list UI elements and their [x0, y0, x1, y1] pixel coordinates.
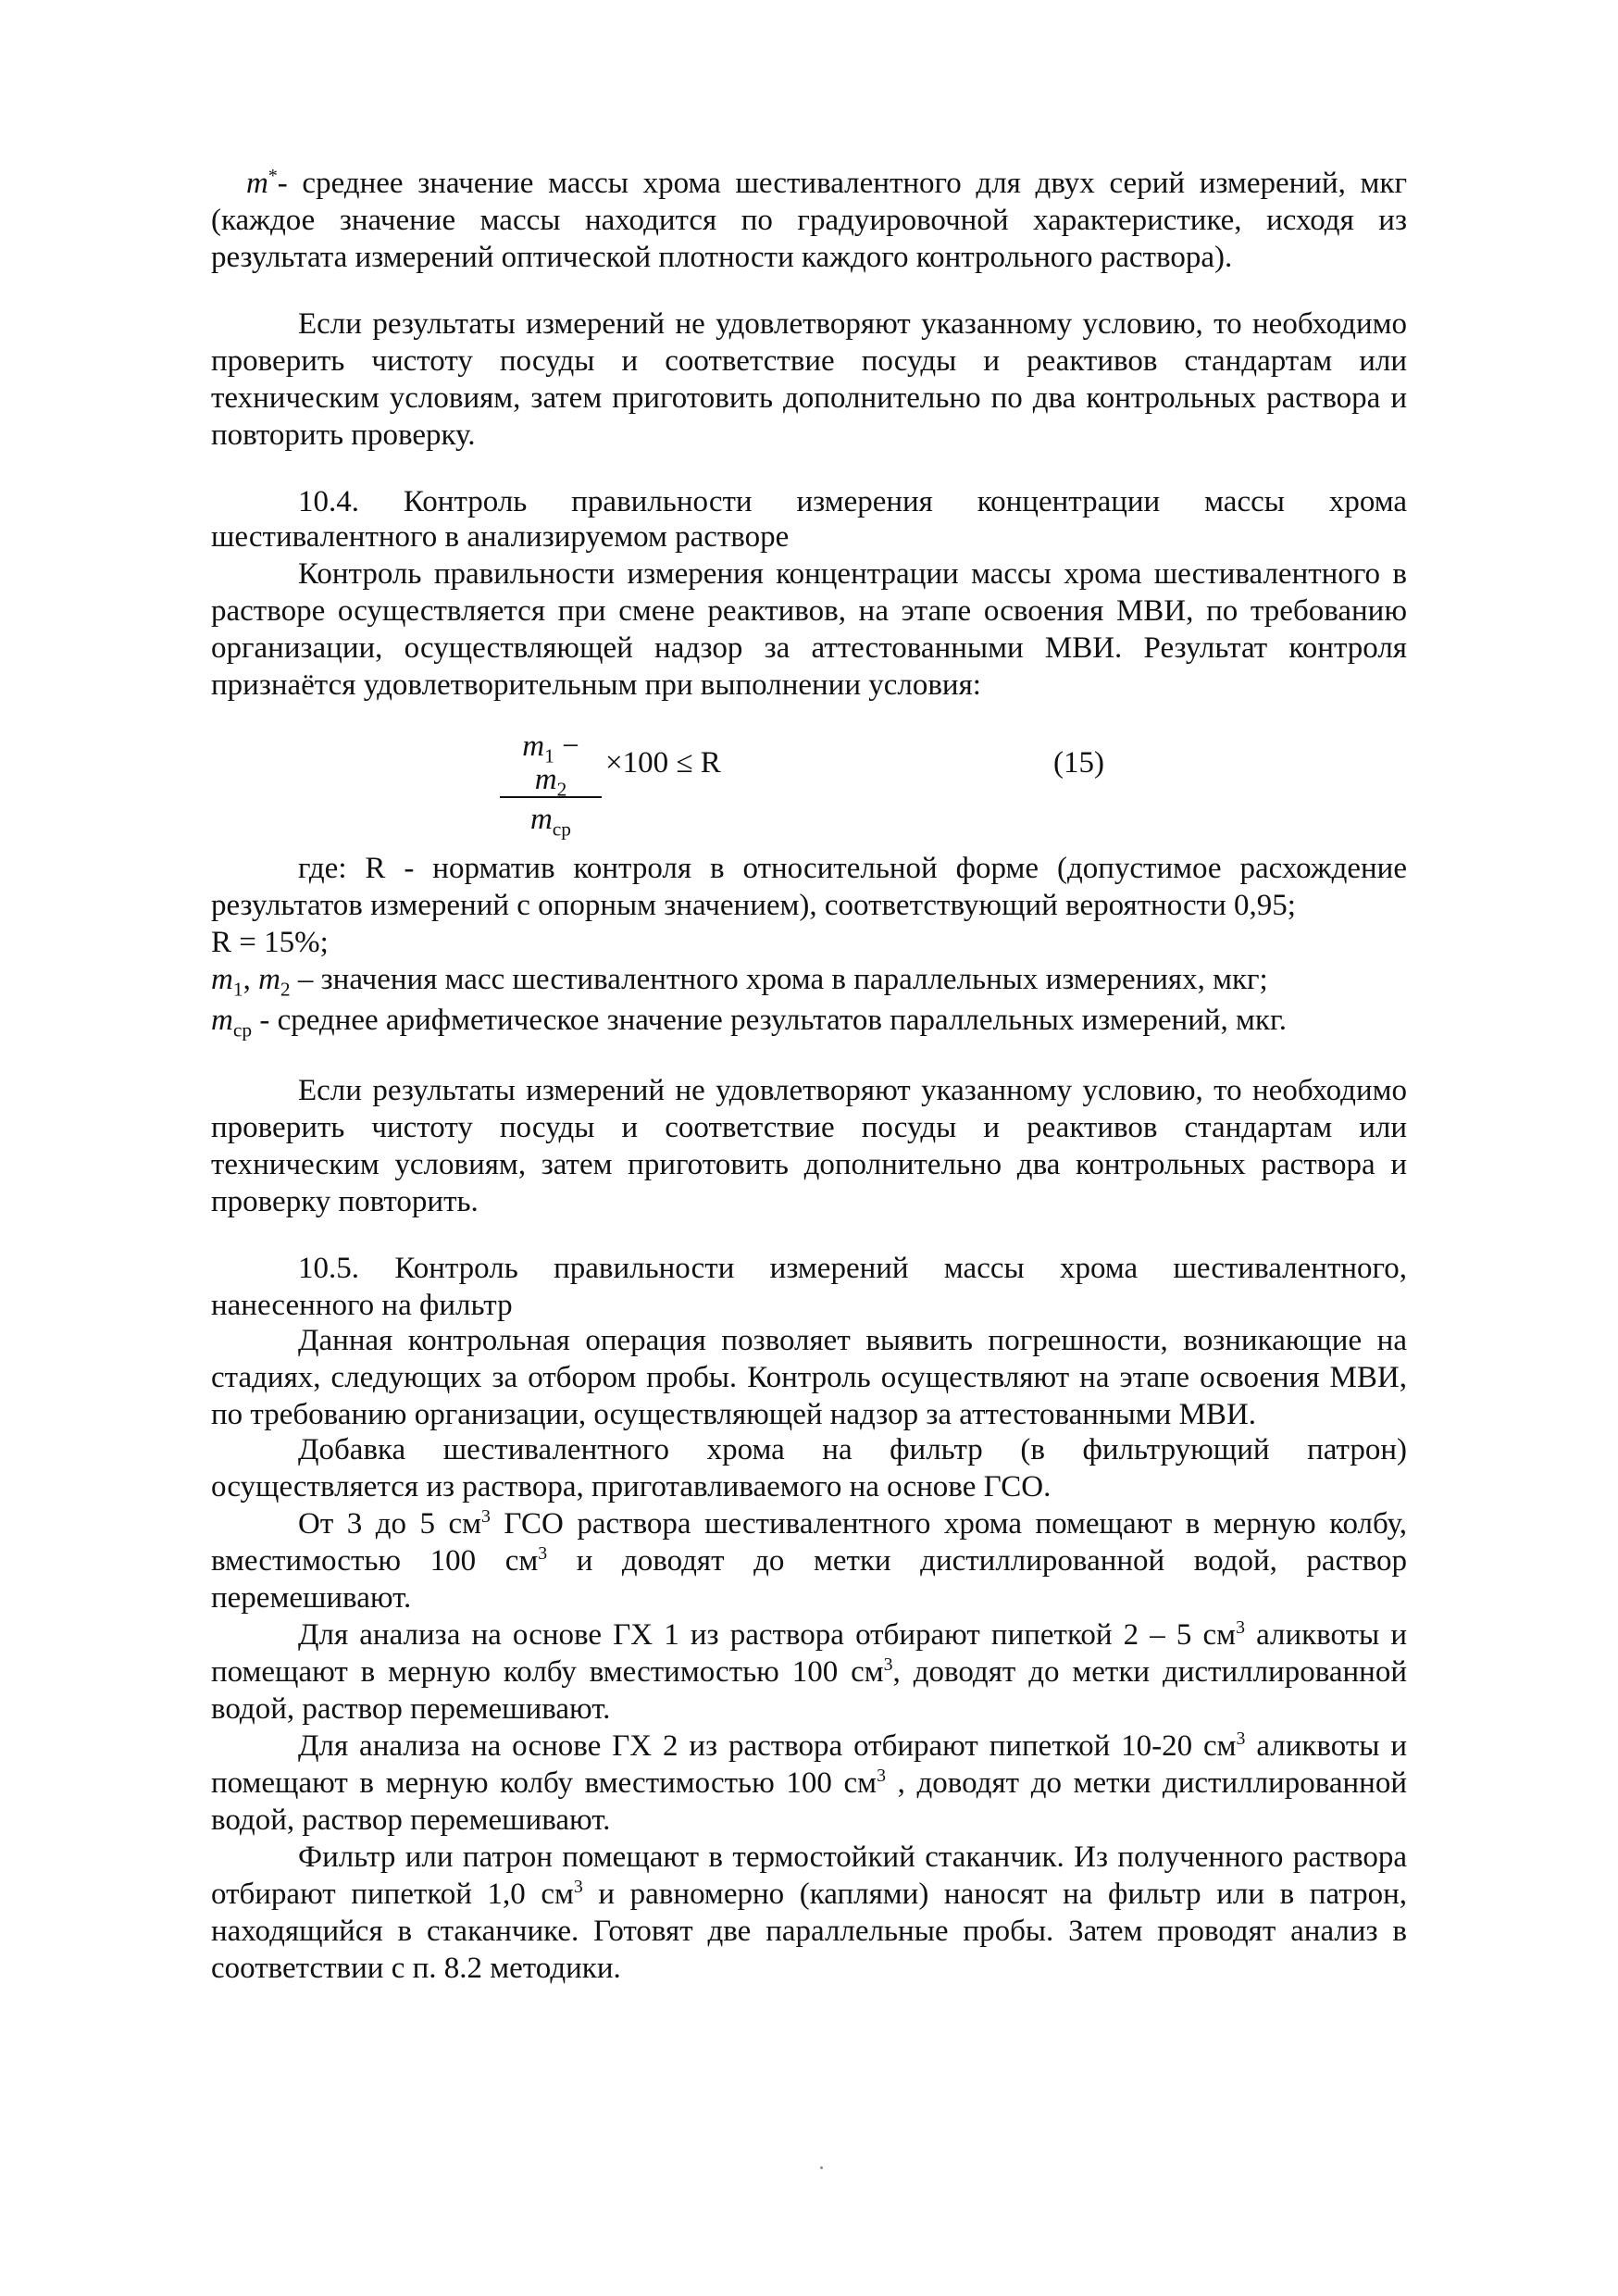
section-10-5-p2 — [211, 1431, 1407, 1468]
text-line: где: R - норматив контроля в относительной форме (допустимое расхождение — [298, 852, 1407, 885]
text-line: вместимостью 100 $см^3$ и доводят до метки дистиллированной водой, раствор — [211, 1543, 1408, 1578]
text-line: перемешивают. — [211, 1581, 412, 1615]
text-line: техническим условиям, затем приготовить дополнительно два контрольных раствора и — [211, 1148, 1407, 1181]
symbol-m: m — [246, 167, 268, 200]
formula-numerator: $m_1 - m_2$ — [500, 730, 602, 798]
equation-number: (15) — [1053, 746, 1104, 780]
heading-line: шестивалентного в анализируемом растворе — [211, 520, 790, 554]
text-line: Для анализа на основе ГХ 2 из раствора отбирают пипеткой 10-20 $см^3$ аликвоты и — [298, 1728, 1407, 1763]
text-line: водой, раствор перемешивают. — [211, 1692, 611, 1726]
section-10-5-heading — [211, 1250, 1407, 1287]
text-line: признаётся удовлетворительным при выполнении условия: — [211, 668, 981, 702]
symbol-mark: * — [268, 166, 278, 186]
text-line: Добавка шестивалентного хрома на фильтр (в фильтрующий патрон) — [298, 1433, 1407, 1466]
text-line: результата измерений оптической плотности каждого контрольного раствора). — [211, 241, 1233, 274]
paragraph-check-1 — [211, 306, 1407, 417]
where-clause — [211, 850, 1407, 887]
section-10-5-p2-end — [211, 1468, 1407, 1505]
formula-15 — [500, 730, 1148, 841]
text-line: m*- среднее значение массы хрома шестивалентного для двух серий измерений, мкг — [246, 166, 1407, 200]
heading-line: нанесенного на фильтр — [211, 1289, 513, 1322]
text-line: Если результаты измерений не удовлетворяют указанному условию, то необходимо — [298, 307, 1407, 341]
text-line: Контроль правильности измерения концентрации массы хрома шестивалентного в — [298, 557, 1407, 591]
section-10-5-heading-2 — [211, 1287, 1407, 1324]
text-line: растворе осуществляется при смене реактивов, на этапе освоения МВИ, по требованию — [211, 594, 1407, 628]
section-10-5-p6 — [211, 1839, 1407, 1950]
text-line: помещают в мерную колбу вместимостью 100 $см^3$, доводят до метки дистиллированной — [211, 1654, 1407, 1689]
where-clause-2 — [211, 887, 1407, 1042]
paragraph-check-1-end — [211, 417, 1407, 454]
text-line: водой, раствор перемешивают. — [211, 1803, 611, 1837]
text-line: стадиях, следующих за отбором пробы. Контроль осуществляют на этапе освоения МВИ, — [211, 1361, 1407, 1394]
section-10-5-p4 — [211, 1616, 1407, 1691]
text-line: отбирают пипеткой 1,0 $см^3$ и равномерно (каплями) наносят на фильтр или в патрон, — [211, 1877, 1407, 1911]
section-10-4-heading — [211, 483, 1407, 520]
section-10-5-p3 — [211, 1505, 1407, 1579]
text-line: находящийся в стаканчике. Готовят две параллельные пробы. Затем проводят анализ в — [211, 1915, 1407, 1948]
formula-denominator: $m_{ср}$ — [529, 803, 572, 841]
heading-line: 10.4. Контроль правильности измерения концентрации массы хрома — [298, 485, 1407, 518]
paragraph-m-star — [211, 165, 1407, 239]
section-10-5-p3-end — [211, 1579, 1407, 1616]
text-line: по требованию организации, осуществляющей надзор за аттестованными МВИ. — [211, 1398, 1257, 1431]
section-10-5-p6-end — [211, 1950, 1407, 1987]
text-line: проверить чистоту посуды и соответствие посуды и реактивов стандартам или — [211, 344, 1407, 378]
paragraph-check-2-end — [211, 1183, 1407, 1220]
text-line: От 3 до 5 $см^3$ ГСО раствора шестивалентного хрома помещают в мерную колбу, — [298, 1506, 1407, 1541]
heading-line: 10.5. Контроль правильности измерений массы хрома шестивалентного, — [298, 1252, 1407, 1285]
formula-rest: ×100 ≤ R — [605, 746, 721, 780]
text-line: повторить проверку. — [211, 418, 476, 452]
text-line: результатов измерений с опорным значением), соответствующий вероятности 0,95; — [211, 889, 1296, 922]
text-line: (каждое значение массы находится по градуировочной характеристике, исходя из — [211, 204, 1407, 237]
text-line: Если результаты измерений не удовлетворяют указанному условию, то необходимо — [298, 1074, 1407, 1107]
section-10-5-p5-end — [211, 1802, 1407, 1839]
m-definition: $m_1$, $m_2$ – значения масс шестивалентного хрома в параллельных измерениях, мкг; — [211, 963, 1268, 1001]
paragraph-m-star-end — [211, 239, 1407, 276]
formula-fraction — [500, 730, 602, 841]
mcp-definition: $m_{ср}$ - среднее арифметическое значение результатов параллельных измерений, мкг. — [211, 1004, 1288, 1042]
text-line: проверить чистоту посуды и соответствие посуды и реактивов стандартам или — [211, 1111, 1407, 1144]
section-10-4-body — [211, 555, 1407, 667]
section-10-5-p1 — [211, 1322, 1407, 1396]
section-10-5-p1-end — [211, 1396, 1407, 1433]
section-10-4-heading-2 — [211, 518, 1407, 555]
text-line: Для анализа на основе ГХ 1 из раствора отбирают пипеткой 2 – 5 $см^3$ аликвоты и — [298, 1617, 1407, 1652]
text-line: Данная контрольная операция позволяет выявить погрешности, возникающие на — [298, 1324, 1407, 1357]
text-line: помещают в мерную колбу вместимостью 100 $см^3$ , доводят до метки дистиллированной — [211, 1766, 1407, 1800]
r-value: R = 15%; — [211, 926, 329, 959]
paragraph-check-2 — [211, 1072, 1407, 1183]
section-10-5-p4-end — [211, 1691, 1407, 1728]
text-line: организации, осуществляющей надзор за аттестованными МВИ. Результат контроля — [211, 631, 1407, 665]
text-line: техническим условиям, затем приготовить дополнительно по два контрольных раствора и — [211, 381, 1407, 415]
text-line: проверку повторить. — [211, 1185, 479, 1218]
section-10-5-p5 — [211, 1728, 1407, 1802]
scan-speck — [820, 2166, 823, 2169]
text-line: соответствии с п. 8.2 методики. — [211, 1952, 621, 1985]
section-10-4-body-end — [211, 667, 1407, 704]
text-line: осуществляется из раствора, приготавливаемого на основе ГСО. — [211, 1470, 1052, 1504]
text-line: Фильтр или патрон помещают в термостойкий стаканчик. Из полученного раствора — [298, 1841, 1407, 1874]
